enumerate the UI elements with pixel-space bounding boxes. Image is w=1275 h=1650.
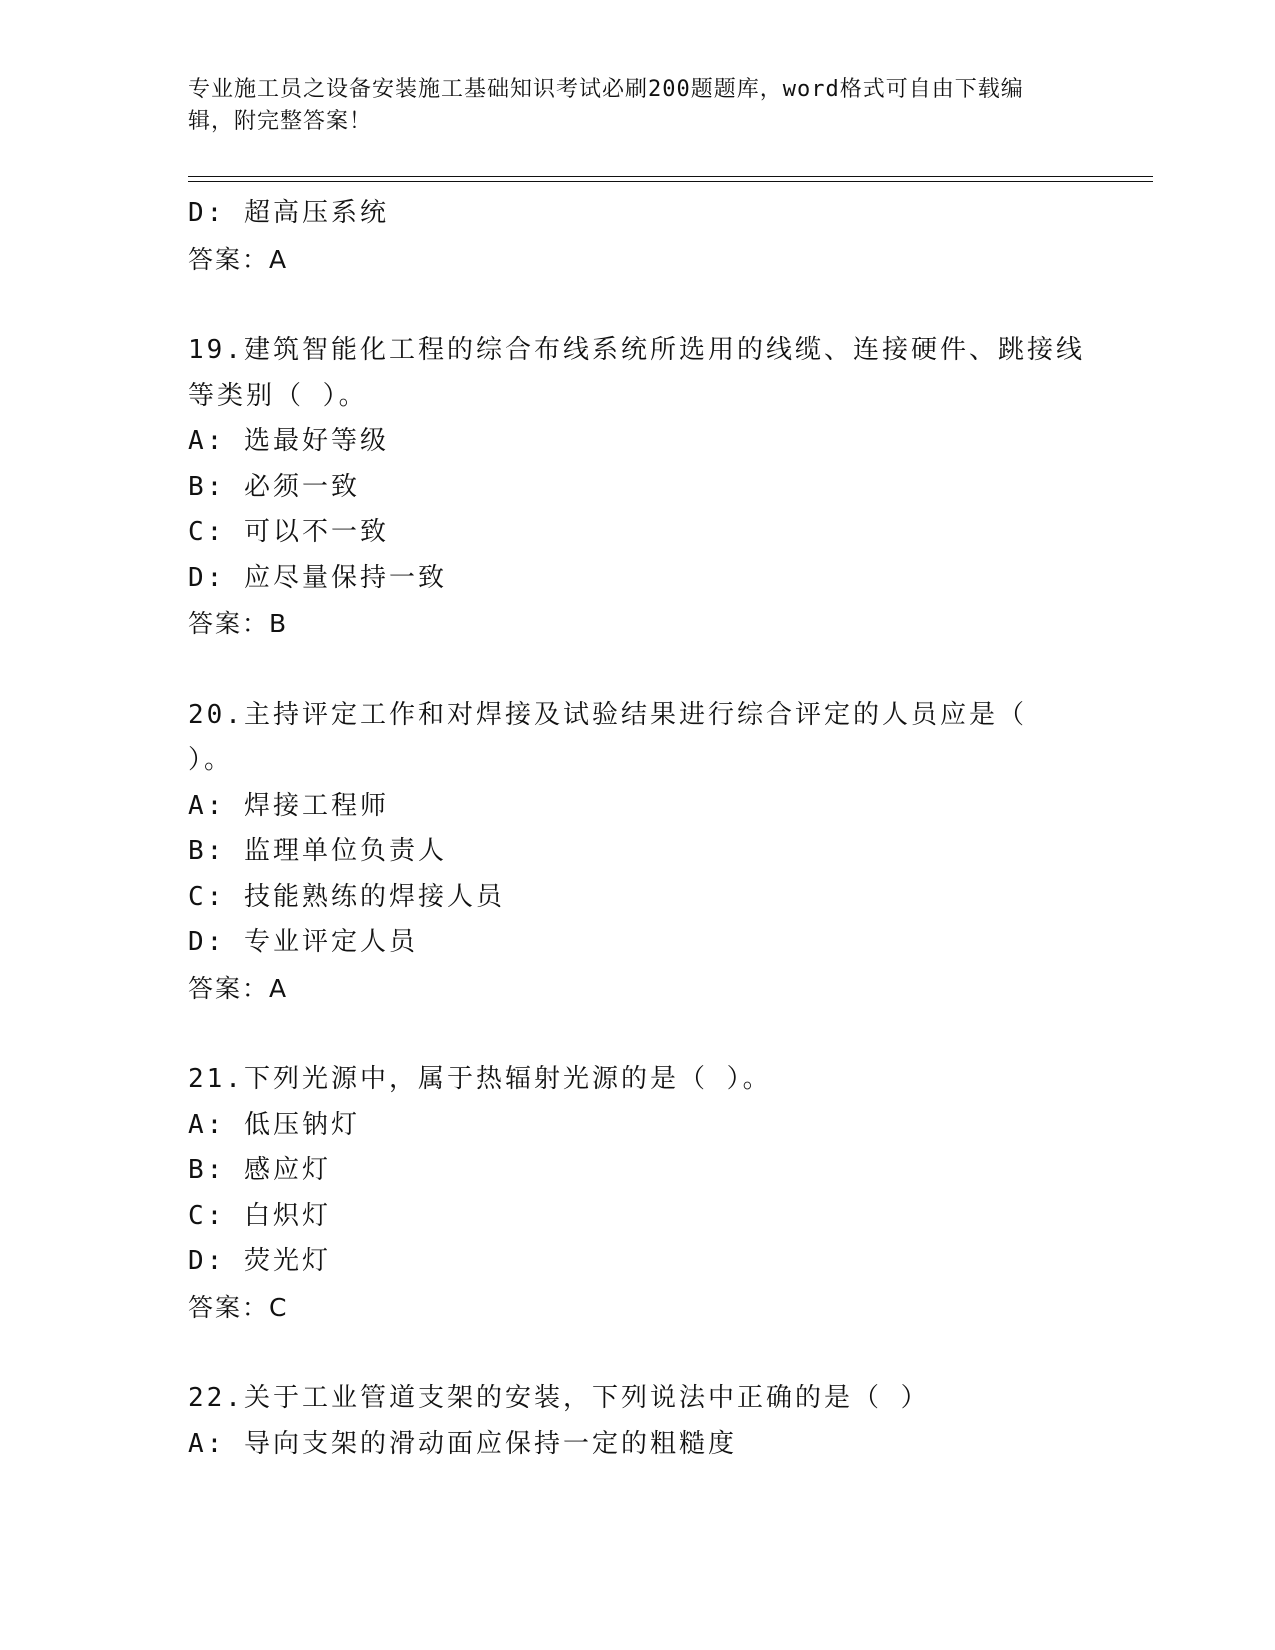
option-c: C: 白炽灯 — [188, 1200, 331, 1231]
question-stem: 22.关于工业管道支架的安装，下列说法中正确的是（ ） — [188, 1383, 930, 1413]
question-22 — [188, 1376, 1088, 1467]
header-divider-bottom — [188, 181, 1153, 182]
option-a: A: 低压钠灯 — [188, 1109, 360, 1140]
question-stem: 21.下列光源中，属于热辐射光源的是（ ）。 — [188, 1064, 772, 1094]
option-b: B: 必须一致 — [188, 471, 360, 502]
answer-line: 答案：A — [188, 973, 289, 1003]
question-21 — [188, 1057, 1088, 1330]
answer-line: 答案：A — [188, 244, 289, 274]
question-20 — [188, 693, 1088, 1012]
option-a: A: 焊接工程师 — [188, 790, 389, 821]
option-a: A: 选最好等级 — [188, 426, 389, 456]
document-header: 专业施工员之设备安装施工基础知识考试必刷200题题库，word格式可自由下载编辑，附完整答案！ — [188, 77, 1024, 134]
option-b: B: 监理单位负责人 — [188, 836, 447, 866]
option-d: D: 应尽量保持一致 — [188, 562, 447, 593]
option-d: D: 超高压系统 — [188, 198, 389, 228]
question-list — [188, 191, 1088, 1467]
option-b: B: 感应灯 — [188, 1155, 331, 1185]
option-c: C: 可以不一致 — [188, 517, 389, 547]
answer-line: 答案：B — [188, 609, 289, 638]
question-19 — [188, 328, 1088, 647]
option-d: D: 荧光灯 — [188, 1246, 331, 1276]
question-stem: 19.建筑智能化工程的综合布线系统所选用的线缆、连接硬件、跳接线等类别（ ）。 — [188, 335, 1085, 411]
header-divider-top — [188, 176, 1153, 177]
option-c: C: 技能熟练的焊接人员 — [188, 881, 505, 912]
question-stem: 20.主持评定工作和对焊接及试验结果进行综合评定的人员应是（ ）。 — [188, 699, 1027, 775]
option-d: D: 专业评定人员 — [188, 927, 418, 957]
option-a: A: 导向支架的滑动面应保持一定的粗糙度 — [188, 1428, 737, 1459]
answer-line: 答案：C — [188, 1292, 289, 1322]
